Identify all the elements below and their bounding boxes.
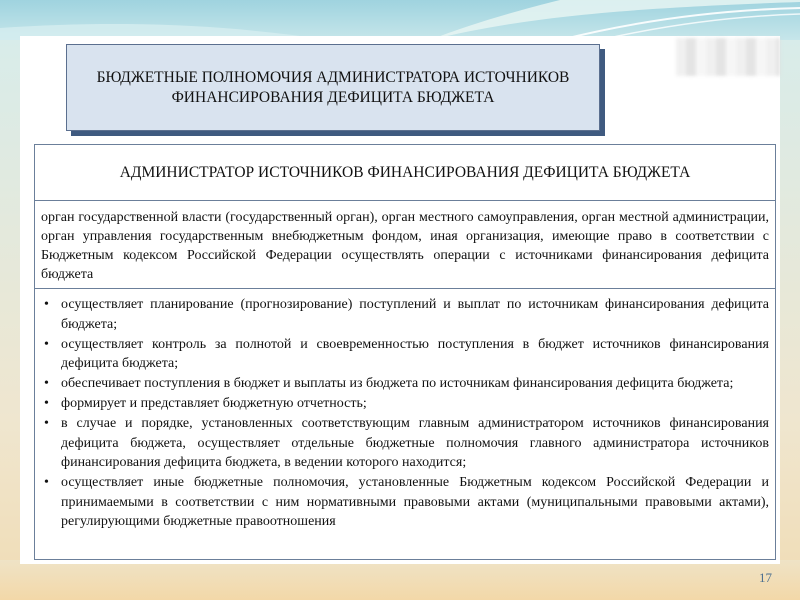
list-item <box>41 374 769 394</box>
bullet-icon: • <box>44 336 49 352</box>
powers-list <box>41 295 769 532</box>
powers-table <box>34 144 776 560</box>
list-item-text: осуществляет планирование (прогнозирование) поступлений и выплат по источникам финансирования дефицита бюджета; <box>61 297 769 332</box>
table-header-row <box>35 145 775 201</box>
bullet-icon: • <box>44 396 49 412</box>
list-item-text: обеспечивает поступления в бюджет и выплаты из бюджета по источникам финансирования дефицита бюджета; <box>61 376 734 392</box>
blurred-logo <box>676 38 780 76</box>
bottom-decor-band <box>0 560 800 600</box>
definition-text: орган государственной власти (государственный орган), орган местного самоуправления, орган местной администрации, орган управления государственным внебюджетным фондом, иная организация, имеющие право в соответствии с Бюджетным кодексом Российской Федерации осуществлять операции с источниками финансирования дефицита бюджета <box>41 210 769 282</box>
wave-decoration <box>0 0 800 40</box>
list-item-text: в случае и порядке, установленных соответствующим главным администратором источников финансирования дефицита бюджета, осуществляет отдельные бюджетные полномочия главного администратора источников финансирования дефицита бюджета, в ведении которого находится; <box>61 416 769 471</box>
powers-list-row <box>35 289 775 559</box>
table-header: АДМИНИСТРАТОР ИСТОЧНИКОВ ФИНАНСИРОВАНИЯ ДЕФИЦИТА БЮДЖЕТА <box>119 163 691 181</box>
list-item-text: формирует и представляет бюджетную отчетность; <box>61 396 367 412</box>
list-item-text: осуществляет контроль за полнотой и своевременностью поступления в бюджет источников финансирования дефицита бюджета; <box>61 336 769 372</box>
list-item-text: осуществляет иные бюджетные полномочия, установленные Бюджетным кодексом Российской Федерации и принимаемыми в соответствии с ним нормативными правовыми актами (муниципальными правовыми актами), регулирующими бюджетные правоотношения <box>61 475 769 530</box>
bullet-icon: • <box>44 297 49 312</box>
bullet-icon: • <box>44 475 49 491</box>
bullet-icon: • <box>44 376 49 392</box>
list-item <box>41 295 769 334</box>
slide-title: БЮДЖЕТНЫЕ ПОЛНОМОЧИЯ АДМИНИСТРАТОРА ИСТОЧНИКОВ ФИНАНСИРОВАНИЯ ДЕФИЦИТА БЮДЖЕТА <box>96 68 570 106</box>
definition-row <box>35 201 775 289</box>
bullet-icon: • <box>44 416 49 432</box>
slide-title-box <box>66 44 600 131</box>
list-item <box>41 473 769 532</box>
list-item <box>41 414 769 473</box>
list-item <box>41 394 769 414</box>
page-number: 17 <box>759 570 772 585</box>
list-item <box>41 335 769 374</box>
top-decor-band <box>0 0 800 40</box>
